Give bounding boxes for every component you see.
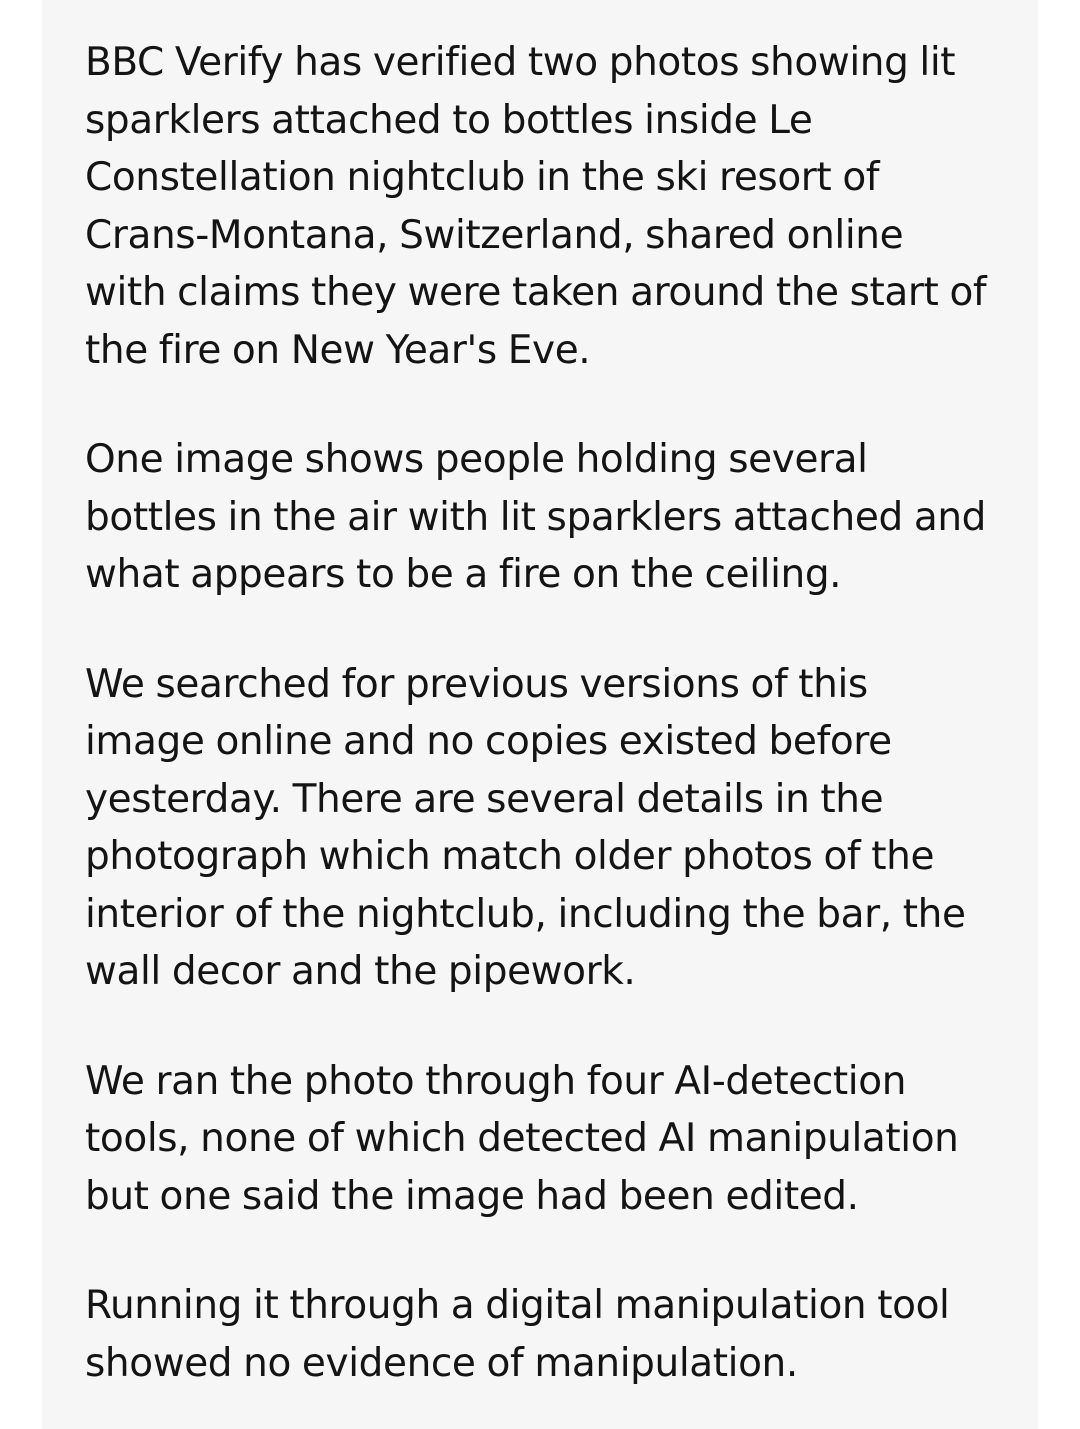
article-paragraph-1: BBC Verify has verified two photos showing lit sparklers attached to bottles inside Le Constellation nightclub in the ski resort of Crans-Montana, Switzerland, shared online with claims they were taken around the start of the fire on New Year's Eve. [85, 40, 987, 373]
article-paragraph-5: Running it through a digital manipulation tool showed no evidence of manipulation. [85, 1283, 950, 1386]
article-paragraph-3: We searched for previous versions of this image online and no copies existed before yesterday. There are several details in the photograph which match older photos of the interior of the nightclub, including the bar, the wall decor and the pipework. [85, 661, 966, 994]
article-paragraph-2: One image shows people holding several bottles in the air with lit sparklers attached and what appears to be a fire on the ceiling. [85, 437, 986, 597]
article-text-card [42, 0, 1038, 1429]
article-paragraph-4: We ran the photo through four AI-detection tools, none of which detected AI manipulation but one said the image had been edited. [85, 1058, 959, 1219]
